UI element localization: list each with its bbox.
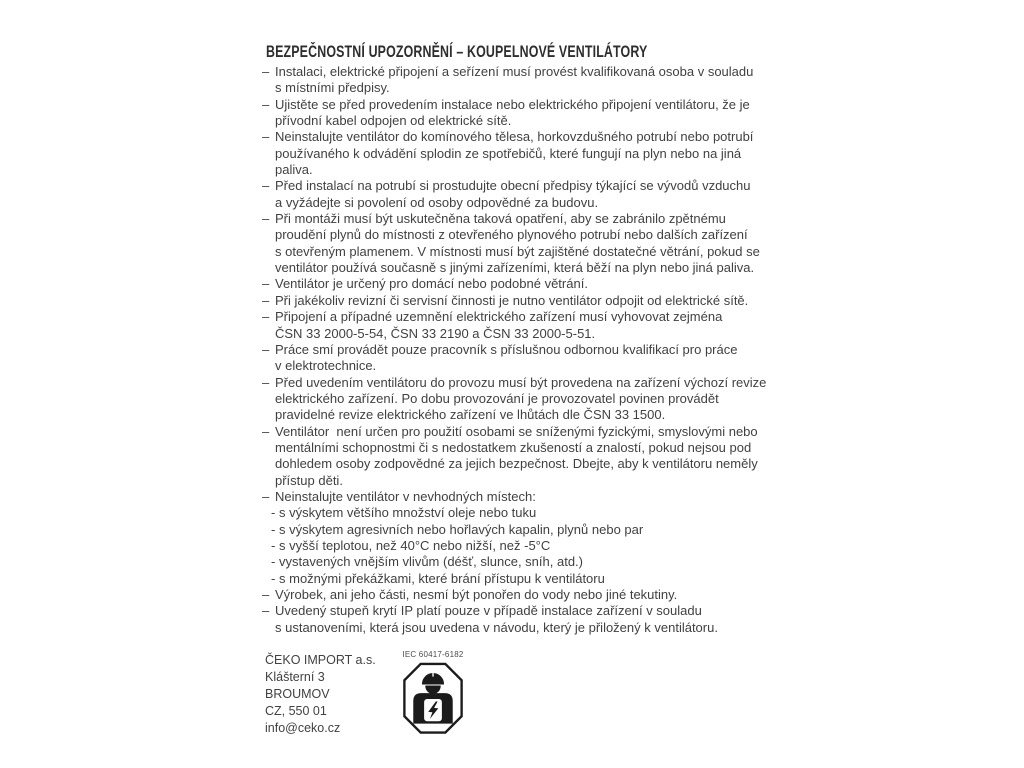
safety-item-line: - vystavených vnějším vlivům (déšť, slunce, sníh, atd.): [271, 554, 583, 570]
safety-item-line: – Ujistěte se před provedením instalace nebo elektrického připojení ventilátoru, že je: [262, 96, 750, 112]
safety-item-line: – Instalaci, elektrické připojení a seřízení musí provést kvalifikovaná osoba v souladu: [262, 64, 754, 79]
safety-item-line: ventilátor používá současně s jinými zařízeními, která běží na plyn nebo jiná paliva.: [275, 260, 755, 276]
safety-item-line: – Ventilátor není určen pro použití osobami se sníženými fyzickými, smyslovými nebo: [262, 423, 758, 439]
bullet-marker: -: [271, 521, 276, 537]
safety-item-line: přívodní kabel odpojen od elektrické sítě.: [275, 113, 512, 129]
safety-item-line: a vyžádejte si povolení od osoby odpovědné za budovu.: [275, 194, 599, 210]
safety-item-line: dohledem osoby zodpovědné za jejich bezpečnost. Dbejte, aby k ventilátoru neměly: [275, 456, 758, 472]
bullet-marker: –: [262, 276, 270, 292]
bullet-marker: -: [271, 570, 276, 586]
safety-item: [262, 64, 766, 97]
safety-item-line: pravidelné revize elektrického zařízení ve lhůtách dle ČSN 33 1500.: [275, 407, 666, 423]
safety-item: [262, 97, 766, 130]
safety-item-line: s místními předpisy.: [275, 80, 390, 96]
page-title: BEZPEČNOSTNÍ UPOZORNĚNÍ – KOUPELNOVÉ VENTILÁTORY: [266, 42, 648, 62]
safety-item-line: – Připojení a případné uzemnění elektrického zařízení musí vyhovovat zejména: [262, 309, 723, 325]
safety-item: [262, 276, 766, 292]
safety-item-line: s ustanoveními, která jsou uvedena v návodu, který je přiložený k ventilátoru.: [275, 619, 718, 635]
company-address-block: [265, 652, 376, 737]
safety-item-line: – Práce smí provádět pouze pracovník s příslušnou odbornou kvalifikací pro práce: [262, 341, 738, 357]
bullet-marker: –: [262, 488, 270, 504]
safety-item-line: elektrického zařízení. Po dobu provozování je provozovatel povinen provádět: [275, 390, 719, 406]
safety-warning-list: [262, 64, 766, 636]
safety-subitem: [262, 505, 766, 521]
safety-item-line: přístup děti.: [275, 472, 343, 488]
safety-item-line: s otevřeným plamenem. V místnosti musí být zajištěné dostatečné větrání, pokud se: [275, 243, 760, 259]
safety-item: [262, 309, 766, 342]
address-line: ČEKO IMPORT a.s.: [265, 653, 376, 667]
qualified-electrician-icon: [402, 662, 464, 735]
safety-item-line: používaného k odvádění splodin ze spotřebičů, které fungují na plyn nebo na jiná: [275, 145, 742, 161]
iec-symbol-block: [400, 650, 466, 735]
bullet-marker: -: [271, 554, 276, 570]
bullet-marker: –: [262, 178, 270, 194]
safety-item: [262, 489, 766, 505]
safety-item-line: v elektrotechnice.: [275, 358, 377, 374]
bullet-marker: –: [262, 96, 270, 112]
address-line: info@ceko.cz: [265, 721, 341, 735]
safety-item-line: - s výskytem agresivních nebo hořlavých kapalin, plynů nebo par: [271, 521, 644, 537]
safety-item-line: – Výrobek, ani jeho části, nesmí být ponořen do vody nebo jiné tekutiny.: [262, 587, 678, 602]
address-line: CZ, 550 01: [265, 704, 327, 718]
safety-item-line: – Při montáži musí být uskutečněna taková opatření, aby se zabránilo zpětnému: [262, 211, 726, 227]
bullet-marker: –: [262, 603, 270, 619]
safety-item-line: - s vyšší teplotou, než 40°C nebo nižší, než -5°C: [271, 537, 551, 553]
safety-item-line: – Neinstalujte ventilátor v nevhodných místech:: [262, 488, 536, 504]
safety-item-line: – Před uvedením ventilátoru do provozu musí být provedena na zařízení výchozí revize: [262, 374, 767, 390]
bullet-marker: -: [271, 505, 276, 521]
safety-item-line: proudění plynů do místnosti z otevřeného plynového potrubí nebo dalších zařízení: [275, 227, 748, 243]
safety-item: [262, 178, 766, 211]
bullet-marker: –: [262, 587, 270, 602]
bullet-marker: –: [262, 292, 270, 308]
bullet-marker: –: [262, 309, 270, 325]
bullet-marker: –: [262, 341, 270, 357]
hard-hat-ridge: [432, 673, 433, 677]
address-line: Klášterní 3: [265, 670, 325, 684]
bullet-marker: –: [262, 211, 270, 227]
bullet-marker: –: [262, 423, 270, 439]
safety-item: [262, 342, 766, 375]
safety-subitem: [262, 554, 766, 570]
safety-item: [262, 293, 766, 309]
address-line: BROUMOV: [265, 687, 330, 701]
safety-item-line: – Při jakékoliv revizní či servisní činnosti je nutno ventilátor odpojit od elektrické sítě.: [262, 292, 749, 308]
safety-item: [262, 211, 766, 276]
bullet-marker: -: [271, 537, 276, 553]
safety-item: [262, 375, 766, 424]
safety-item-line: – Před instalací na potrubí si prostudujte obecní předpisy týkající se vývodů vzduchu: [262, 178, 751, 194]
safety-item: [262, 603, 766, 636]
bullet-marker: –: [262, 129, 270, 145]
safety-item: [262, 587, 766, 603]
safety-item-line: ČSN 33 2000-5-54, ČSN 33 2190 a ČSN 33 2000-5-51.: [275, 325, 596, 341]
bullet-marker: –: [262, 374, 270, 390]
safety-item-line: mentálními schopnostmi či s nedostatkem zkušeností a znalostí, pokud nejsou pod: [275, 439, 752, 455]
safety-subitem: [262, 522, 766, 538]
safety-subitem: [262, 571, 766, 587]
safety-item-line: paliva.: [275, 162, 313, 178]
iec-symbol-label: IEC 60417-6182: [402, 650, 464, 659]
safety-item-line: – Uvedený stupeň krytí IP platí pouze v případě instalace zařízení v souladu: [262, 603, 702, 619]
bullet-marker: –: [262, 64, 270, 79]
safety-item-line: - s výskytem většího množství oleje nebo tuku: [271, 505, 537, 521]
safety-item-line: – Ventilátor je určený pro domácí nebo podobné větrání.: [262, 276, 588, 292]
safety-item: [262, 129, 766, 178]
safety-item-line: – Neinstalujte ventilátor do komínového tělesa, horkovzdušného potrubí nebo potrubí: [262, 129, 754, 145]
safety-subitem: [262, 538, 766, 554]
safety-item-line: - s možnými překážkami, které brání přístupu k ventilátoru: [271, 570, 605, 586]
safety-item: [262, 424, 766, 489]
